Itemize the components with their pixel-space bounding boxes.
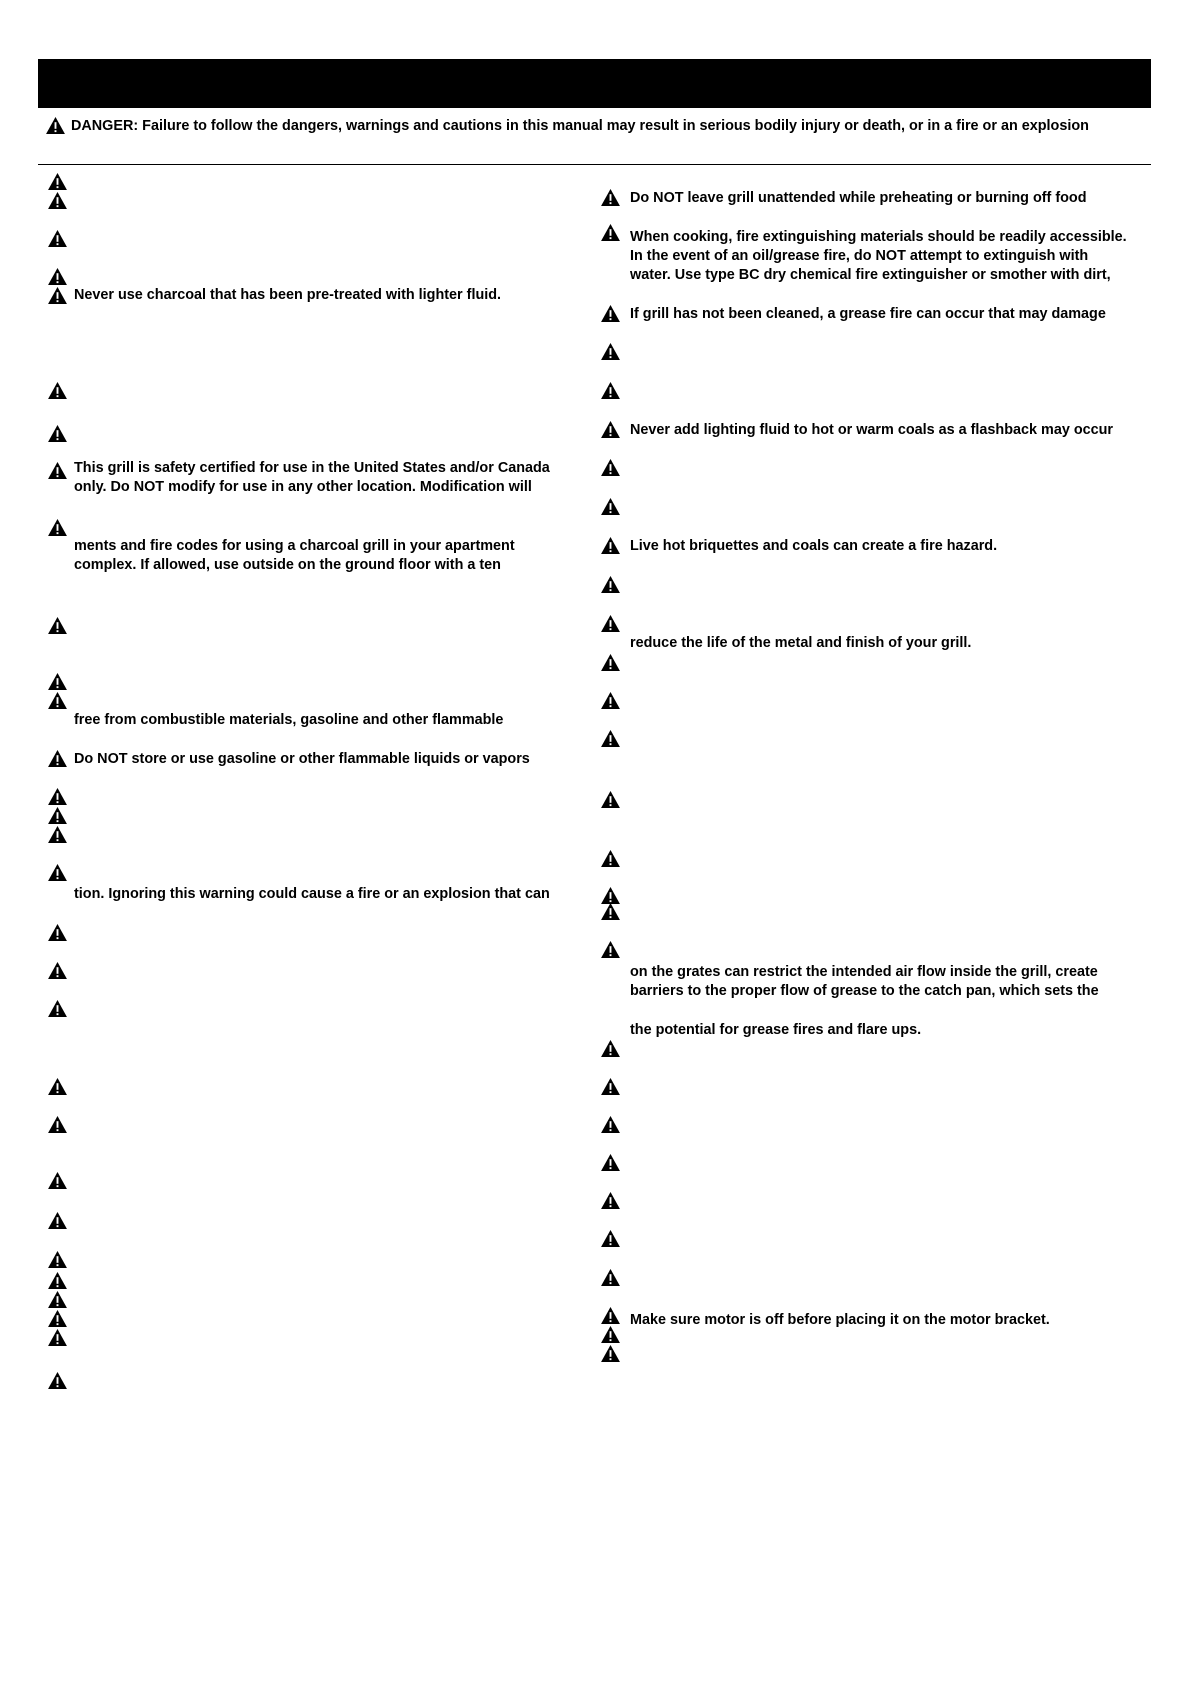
warning-triangle-icon <box>601 654 620 671</box>
warning-triangle-icon <box>601 1116 620 1133</box>
left-warning-text-4: ments and fire codes for using a charcoal grill in your apartment <box>74 538 515 554</box>
warning-triangle-icon <box>601 850 620 867</box>
warning-triangle-icon <box>48 192 67 209</box>
warning-triangle-icon <box>48 1116 67 1133</box>
left-warning-text-5: complex. If allowed, use outside on the ground floor with a ten <box>74 557 501 573</box>
warning-triangle-icon <box>601 941 620 958</box>
right-warning-text-10: barriers to the proper flow of grease to the catch pan, which sets the <box>630 983 1099 999</box>
warning-triangle-icon <box>601 459 620 476</box>
warning-triangle-icon <box>601 382 620 399</box>
warning-triangle-icon <box>46 117 65 134</box>
warning-triangle-icon <box>48 1212 67 1229</box>
warning-triangle-icon <box>48 692 67 709</box>
warning-triangle-icon <box>601 537 620 554</box>
right-warning-text-11: the potential for grease fires and flare ups. <box>630 1022 922 1038</box>
warning-triangle-icon <box>48 519 67 536</box>
warning-triangle-icon <box>601 576 620 593</box>
warning-triangle-icon <box>601 189 620 206</box>
right-warning-text-2: When cooking, fire extinguishing materials should be readily accessible. <box>630 229 1127 245</box>
warning-triangle-icon <box>601 1154 620 1171</box>
warning-triangle-icon <box>48 750 67 767</box>
right-warning-text-12: Make sure motor is off before placing it on the motor bracket. <box>630 1312 1050 1328</box>
warning-triangle-icon <box>601 730 620 747</box>
right-warning-text-4: water. Use type BC dry chemical fire extinguisher or smother with dirt, <box>630 267 1111 283</box>
warning-triangle-icon <box>48 1310 67 1327</box>
warning-triangle-icon <box>48 1272 67 1289</box>
warning-triangle-icon <box>601 1040 620 1057</box>
warning-triangle-icon <box>48 462 67 479</box>
warning-triangle-icon <box>48 268 67 285</box>
left-warning-text-3: only. Do NOT modify for use in any other location. Modification will <box>74 479 532 495</box>
warning-triangle-icon <box>48 1372 67 1389</box>
warning-triangle-icon <box>601 1345 620 1362</box>
warning-triangle-icon <box>601 692 620 709</box>
warning-triangle-icon <box>48 962 67 979</box>
right-warning-text-6: Never add lighting fluid to hot or warm coals as a flashback may occur <box>630 422 1114 438</box>
warning-triangle-icon <box>48 788 67 805</box>
warning-triangle-icon <box>601 903 620 920</box>
warning-triangle-icon <box>48 673 67 690</box>
right-warning-text-7: Live hot briquettes and coals can create a fire hazard. <box>630 538 998 554</box>
left-warning-text-7: Do NOT store or use gasoline or other flammable liquids or vapors <box>74 751 530 767</box>
warning-triangle-icon <box>601 615 620 632</box>
warning-triangle-icon <box>601 305 620 322</box>
section-divider <box>38 164 1151 165</box>
warning-triangle-icon <box>48 1251 67 1268</box>
warning-triangle-icon <box>48 382 67 399</box>
right-warning-text-8: reduce the life of the metal and finish of your grill. <box>630 635 972 651</box>
left-warning-text-1: Never use charcoal that has been pre-treated with lighter fluid. <box>74 287 502 303</box>
warning-triangle-icon <box>601 791 620 808</box>
right-warning-text-9: on the grates can restrict the intended air flow inside the grill, create <box>630 964 1098 980</box>
warning-triangle-icon <box>48 924 67 941</box>
warning-triangle-icon <box>601 1078 620 1095</box>
warning-triangle-icon <box>48 617 67 634</box>
right-warning-text-3: In the event of an oil/grease fire, do NOT attempt to extinguish with <box>630 248 1089 264</box>
header-bar <box>38 59 1151 108</box>
left-warning-text-8: tion. Ignoring this warning could cause a fire or an explosion that can <box>74 886 550 902</box>
warning-triangle-icon <box>601 1192 620 1209</box>
warning-triangle-icon <box>48 826 67 843</box>
warning-triangle-icon <box>601 1230 620 1247</box>
warning-triangle-icon <box>48 1329 67 1346</box>
warning-triangle-icon <box>48 425 67 442</box>
warning-triangle-icon <box>601 1269 620 1286</box>
danger-banner <box>46 117 1089 134</box>
warning-triangle-icon <box>48 807 67 824</box>
warning-triangle-icon <box>601 224 620 241</box>
right-warning-text-1: Do NOT leave grill unattended while preheating or burning off food <box>630 190 1087 206</box>
warning-triangle-icon <box>48 173 67 190</box>
warning-triangle-icon <box>601 498 620 515</box>
left-warning-text-2: This grill is safety certified for use in the United States and/or Canada <box>74 460 550 476</box>
warning-triangle-icon <box>48 1291 67 1308</box>
warning-triangle-icon <box>48 1000 67 1017</box>
danger-banner-text: DANGER: Failure to follow the dangers, warnings and cautions in this manual may result in serious bodily injury or death, or in a fire or an explosion <box>71 117 1089 134</box>
warning-triangle-icon <box>48 287 67 304</box>
warning-triangle-icon <box>601 1326 620 1343</box>
warning-triangle-icon <box>601 887 620 904</box>
warning-triangle-icon <box>48 1172 67 1189</box>
right-warning-text-5: If grill has not been cleaned, a grease fire can occur that may damage <box>630 306 1106 322</box>
warning-triangle-icon <box>48 230 67 247</box>
warning-triangle-icon <box>601 421 620 438</box>
warning-triangle-icon <box>601 343 620 360</box>
left-warning-text-6: free from combustible materials, gasoline and other flammable <box>74 712 504 728</box>
warning-triangle-icon <box>48 1078 67 1095</box>
warning-triangle-icon <box>601 1307 620 1324</box>
warning-triangle-icon <box>48 864 67 881</box>
